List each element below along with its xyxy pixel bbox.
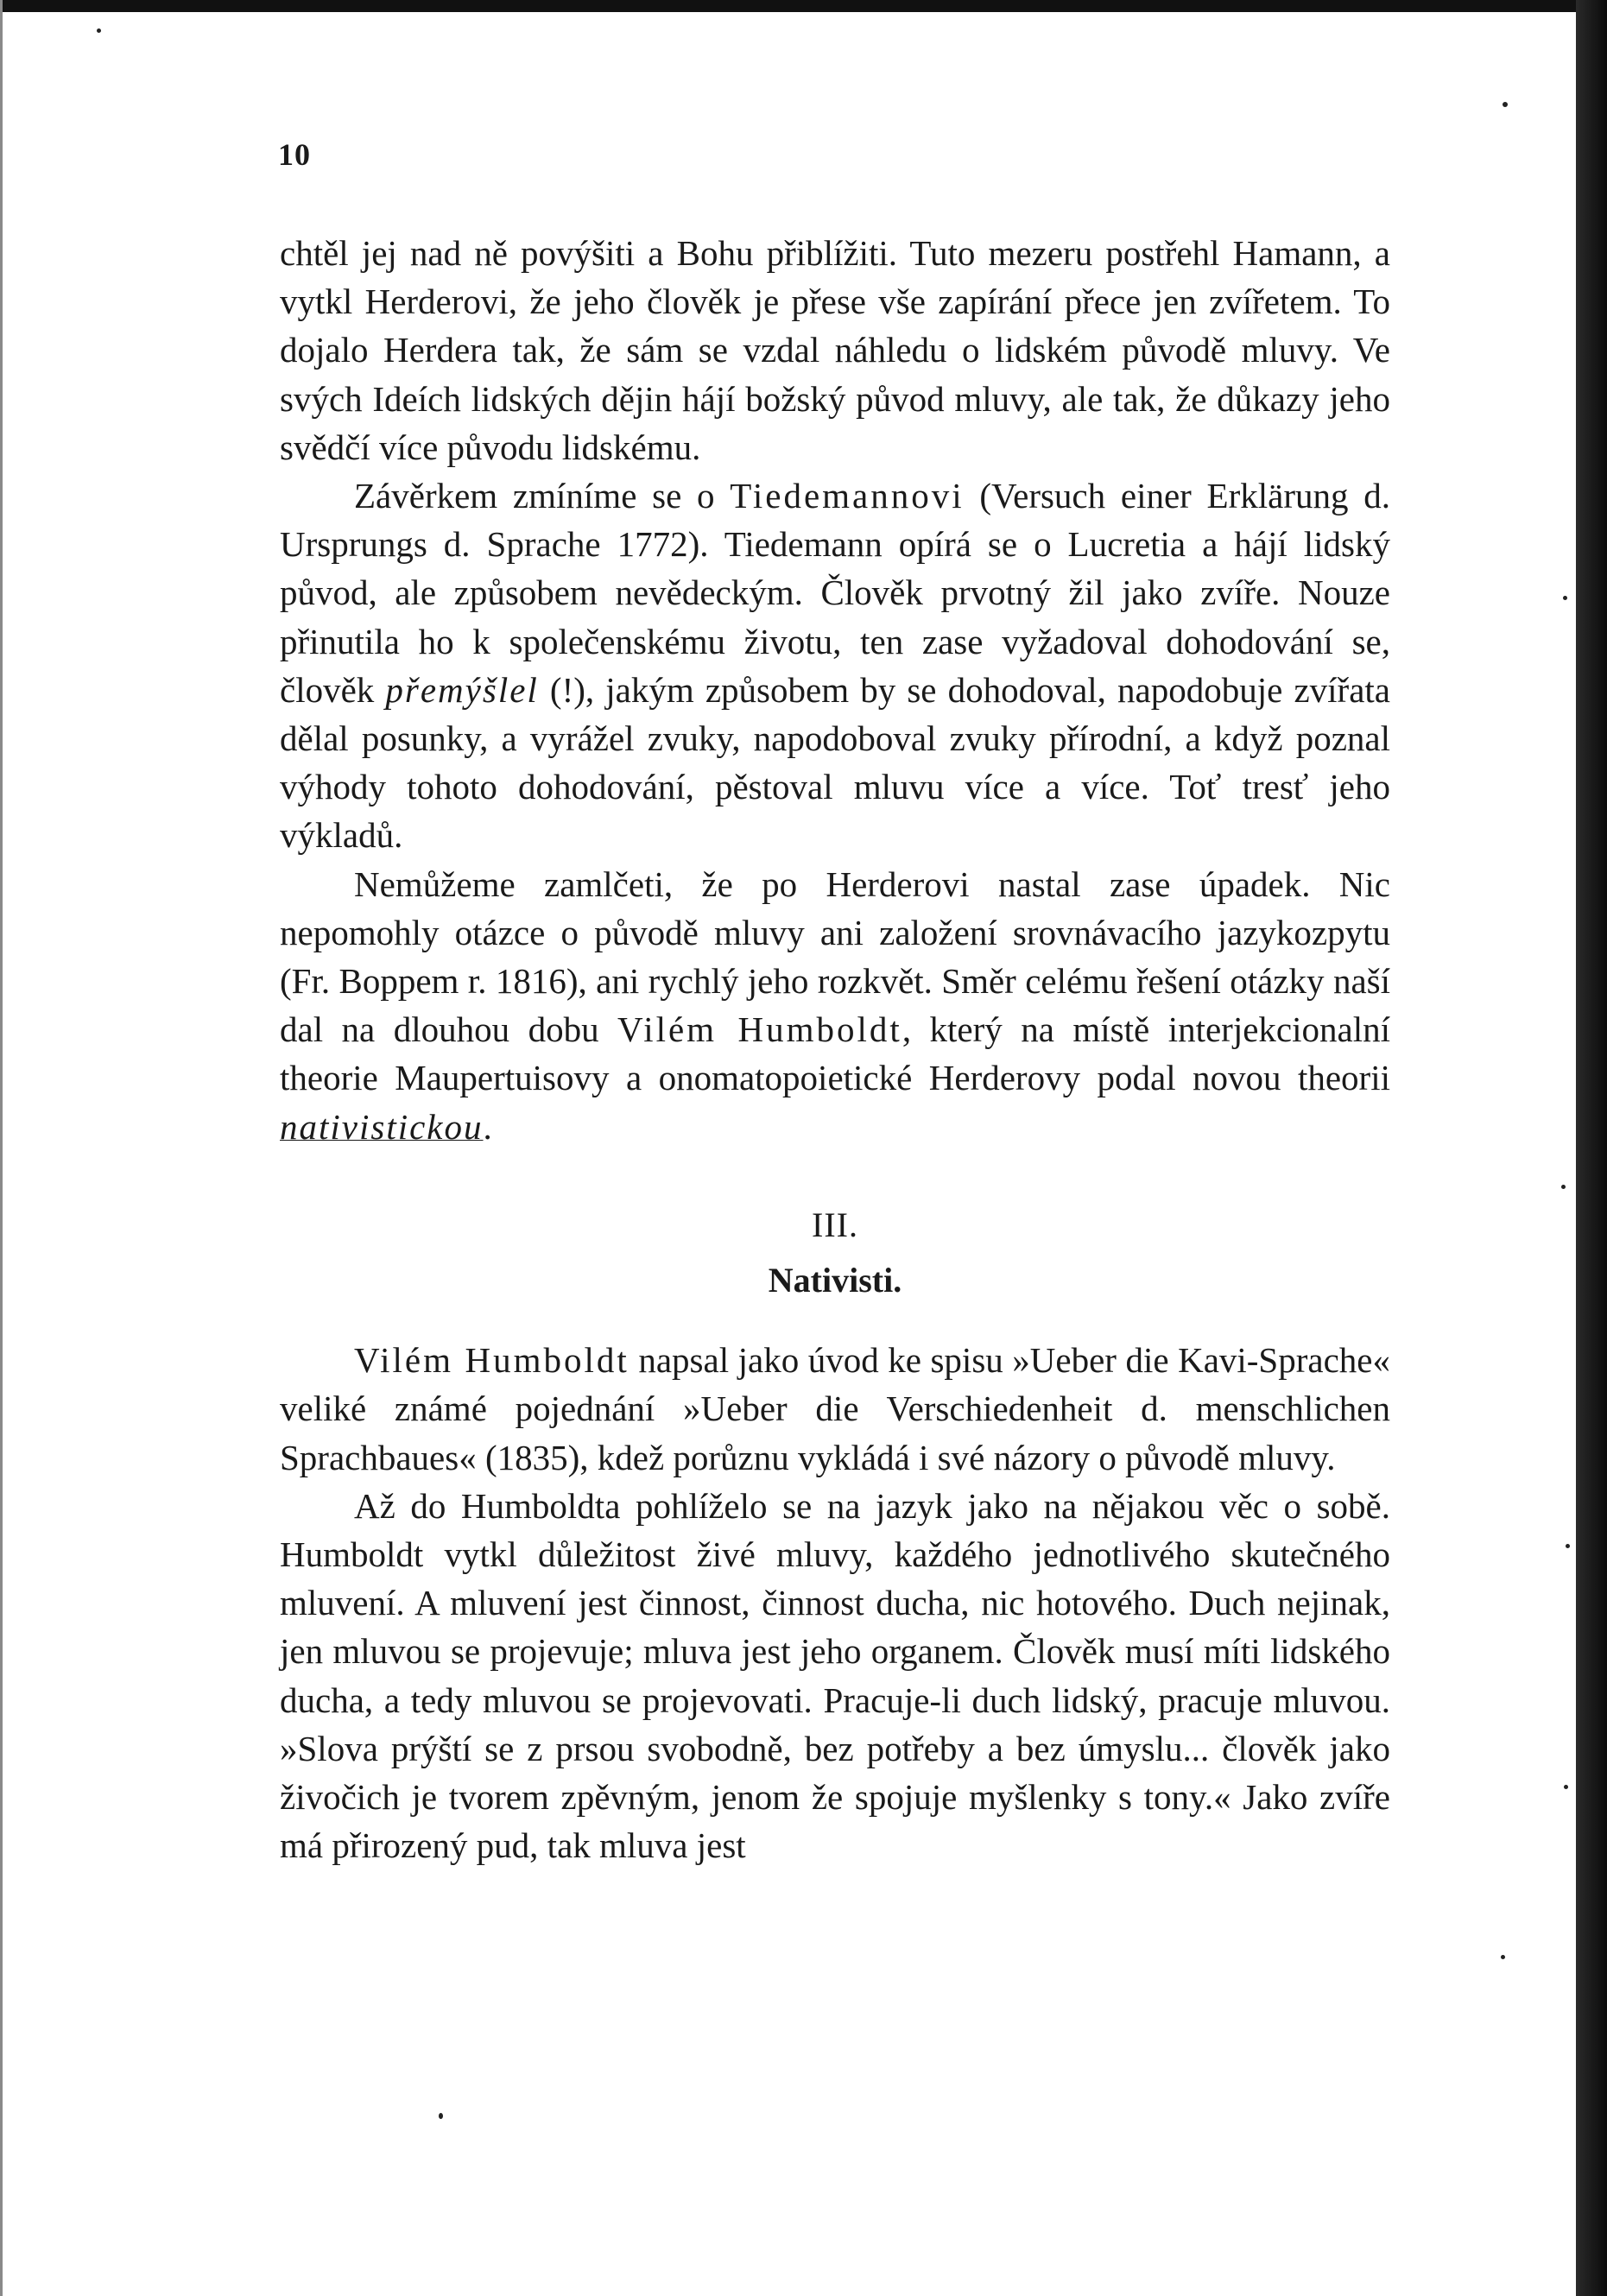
text-run: Závěrkem zmíníme se o (354, 476, 731, 516)
text-run: chtěl jej nad ně povýšiti a Bohu přiblížiti. Tuto mezeru postřehl Hamann, a vytkl Herderovi, že jeho člověk je přese vše zapírání přece jen zvířetem. To dojalo Herdera tak, že sám se vzdal náhledu o lidském původě mluvy. Ve svých Ideích lidských dějin hájí božský původ mluvy, ale tak, že důkazy jeho svědčí více původu lidskému. (280, 233, 1390, 467)
scan-speck (1566, 1544, 1570, 1548)
paragraph-p5 (280, 1482, 1390, 1870)
section-title: Nativisti. (768, 1261, 902, 1300)
text-run: Nemůžeme zamlčeti, že po Herderovi nastal zase úpadek. Nic nepomohly otázce o původě mluvy ani založení srovnávacího jazykozpytu (Fr. Boppem r. 1816), ani rychlý jeho rozkvět. Směr celému řešení otázky naší dal na dlouhou dobu (280, 863, 1390, 1050)
scan-speck (1561, 1185, 1566, 1189)
scan-speck (439, 2113, 443, 2119)
text-run: (!), jakým způsobem by se dohodoval, napodobuje zvířata dělal posunky, a vyrážel zvuky, napodoboval zvuky přírodní, a když poznal výhody tohoto dohodování, pěstoval mluvu více a více. Toť tresť jeho výkladů. (280, 669, 1390, 856)
emphasized-text: Vilém Humboldt (617, 1009, 902, 1050)
emphasized-text: přemýšlel (385, 669, 539, 710)
scan-speck (1501, 1955, 1505, 1959)
paragraph-p3 (280, 860, 1390, 1151)
scan-edge-right (1576, 0, 1607, 2296)
text-run: , který na místě interjekcionalní theorie Maupertuisovy a onomatopoietické Herderovy podal novou theorii (280, 1009, 1390, 1098)
scan-speck (1564, 1785, 1568, 1789)
section-numeral: III. (812, 1205, 858, 1244)
text-run: napsal jako úvod ke spisu »Ueber die Kavi-Sprache« veliké známé pojednání »Ueber die Verschiedenheit d. menschlichen Sprachbaues« (1835), kdež porůznu vykládá i své názory o původě mluvy. (280, 1340, 1390, 1477)
text-run: Až do Humboldta pohlíželo se na jazyk jako na nějakou věc o sobě. Humboldt vytkl důležitost živé mluvy, každého jednotlivého skutečného mluvení. A mluvení jest činnost, činnost ducha, nic hotového. Duch nejinak, jen mluvou se projevuje; mluva jest jeho organem. Člověk musí míti lidského ducha, a tedy mluvou se projevovati. Pracuje-li duch lidský, pracuje mluvou. »Slova prýští se z prsou svobodně, bez potřeby a bez úmyslu... člověk jako živočich je tvorem zpěvným, jenom že spojuje myšlenky s tony.« Jako zvíře má přirozený pud, tak mluva jest (280, 1485, 1390, 1866)
emphasized-text: Tiedemannovi (730, 476, 965, 516)
text-run: . (483, 1106, 492, 1147)
paragraphs-after (280, 1336, 1390, 1869)
scan-edge-left (0, 0, 3, 2296)
text-run: (Versuch einer Erklärung d. Ursprungs d. Sprache 1772). Tiedemann opírá se o Lucretia a hájí lidský původ, ale způsobem nevědeckým. Člověk prvotný žil jako zvíře. Nouze přinutila ho k společenskému životu, ten zase vyžadoval dohodování se, člověk (280, 476, 1390, 710)
paragraph-p2 (280, 471, 1390, 860)
scan-edge-top (0, 0, 1607, 12)
scan-speck (97, 28, 101, 33)
paragraph-p1 (280, 229, 1390, 471)
scan-speck (1563, 596, 1567, 600)
emphasized-text: nativistickou (280, 1106, 484, 1147)
page-number: 10 (278, 137, 311, 172)
body-text (280, 229, 1390, 1870)
paragraph-p4 (280, 1336, 1390, 1482)
emphasized-text: Vilém Humboldt (354, 1340, 630, 1381)
paragraphs-before (280, 229, 1390, 1151)
scan-speck (1503, 102, 1508, 107)
